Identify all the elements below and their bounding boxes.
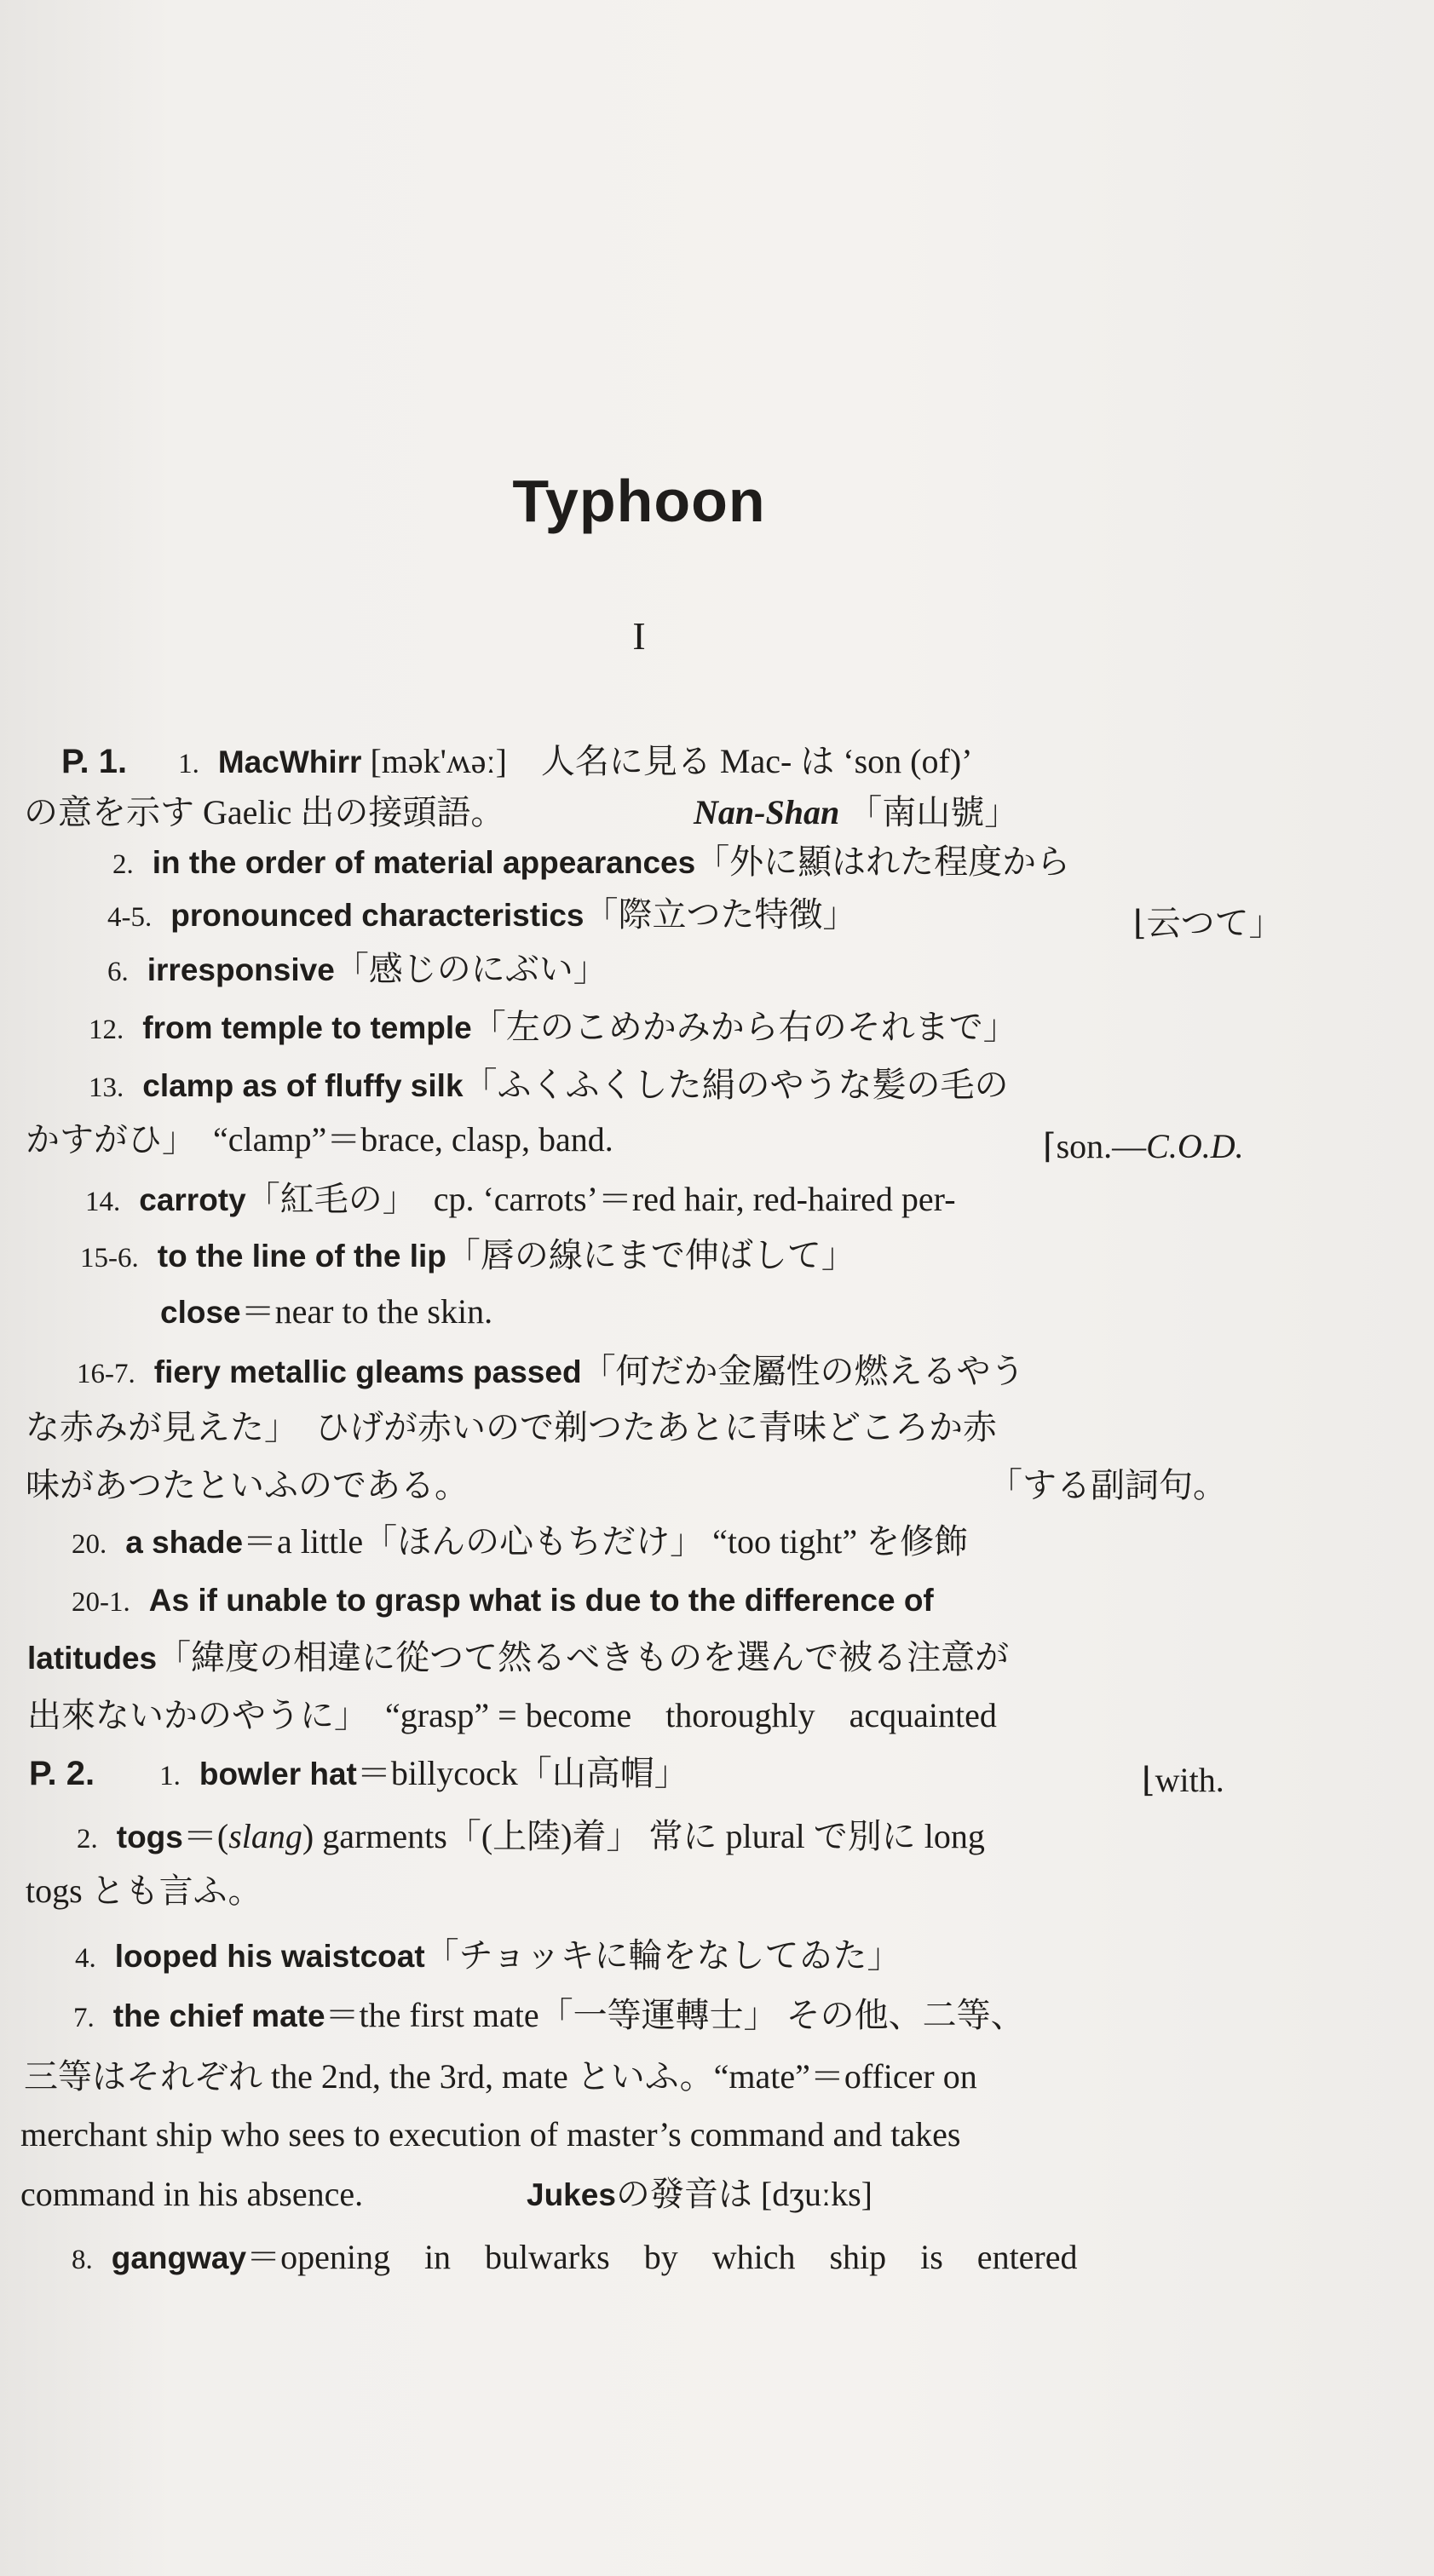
note-line — [1043, 1127, 1244, 1165]
note-line — [107, 895, 857, 934]
gloss: 「左のこめかみから右のそれまで」 — [471, 1008, 1017, 1046]
gloss: 「南山號」 — [848, 793, 1019, 831]
note-line — [77, 1817, 985, 1855]
line-number: 6. — [107, 957, 129, 987]
note-line — [20, 2115, 961, 2153]
note-line — [694, 793, 1019, 831]
term: clamp as of fluffy silk — [142, 1068, 464, 1103]
note-line — [20, 2177, 363, 2211]
term: togs — [116, 1820, 183, 1854]
note-line — [72, 1583, 934, 1617]
page-reference: P. 1. — [61, 743, 128, 780]
note-line — [75, 1936, 901, 1975]
gloss: ＝the first mate「一等運轉士」 その他、二等、 — [325, 1996, 1025, 2034]
page-title: Typhoon — [512, 468, 766, 534]
gloss: ＝( — [182, 1817, 229, 1855]
term: irresponsive — [147, 952, 335, 987]
gloss: 三等はそれぞれ the 2nd, the 3rd, mate といふ。“mate”＝officer on — [24, 2057, 977, 2096]
term: in the order of material appearances — [152, 845, 696, 880]
line-number: 13. — [89, 1072, 124, 1103]
line-number: 2. — [112, 849, 134, 880]
term: Nan-Shan — [694, 793, 840, 831]
term: bowler hat — [199, 1757, 357, 1791]
note-line — [29, 1754, 688, 1792]
note-line — [85, 1182, 956, 1216]
term: As if unable to grasp what is due to the difference of — [148, 1583, 934, 1618]
term: looped his waistcoat — [114, 1939, 425, 1974]
gloss: ⌊with. — [1142, 1761, 1224, 1799]
gloss: command in his absence. — [20, 2175, 364, 2213]
term: the chief mate — [112, 1998, 325, 2033]
term: a shade — [125, 1525, 244, 1560]
gloss: merchant ship who sees to execution of master’s command and takes — [20, 2115, 961, 2153]
note-line — [27, 1696, 997, 1734]
gloss: ) garments「(上陸)着」 常に plural で別に long — [302, 1817, 985, 1855]
line-number: 16-7. — [77, 1359, 135, 1389]
line-number: 15-6. — [80, 1243, 139, 1274]
gloss: ＝near to the skin. — [240, 1292, 493, 1331]
note-line — [89, 1068, 1009, 1102]
note-line — [24, 793, 505, 831]
note-line — [72, 2240, 1078, 2274]
line-number: 4-5. — [107, 902, 153, 933]
gloss: 「紅毛の」 cp. ‘carrots’＝red hair, red-haired per- — [245, 1180, 956, 1218]
term: carroty — [139, 1182, 246, 1217]
gloss: 「する副詞句。 — [988, 1466, 1227, 1504]
note-line — [26, 1466, 469, 1504]
line-number: 14. — [85, 1187, 121, 1217]
term: to the line of the lip — [157, 1239, 446, 1274]
note-line — [26, 1874, 262, 1908]
note-line — [77, 1354, 1025, 1389]
note-line — [24, 2057, 977, 2096]
gloss: 「唇の線にまで伸ばして」 — [446, 1236, 855, 1274]
term: from temple to temple — [142, 1010, 472, 1045]
note-line — [89, 1010, 1017, 1044]
register-label: slang — [228, 1817, 302, 1855]
line-number: 2. — [77, 1824, 98, 1854]
gloss: 「ふくふくした絹のやうな髪の毛の — [463, 1066, 1009, 1104]
note-line — [1133, 906, 1283, 940]
note-line — [988, 1466, 1227, 1504]
gloss: 「際立つた特徴」 — [584, 895, 857, 934]
term: Jukes — [527, 2177, 616, 2212]
line-number: 1. — [178, 749, 199, 779]
term: close — [160, 1295, 241, 1330]
note-line — [1142, 1763, 1224, 1797]
line-number: 4. — [75, 1943, 96, 1974]
line-number: 20. — [72, 1529, 107, 1560]
line-number: 12. — [89, 1015, 124, 1045]
page-reference: P. 2. — [29, 1755, 95, 1792]
gloss: 「感じのにぶい」 — [334, 950, 608, 988]
note-line — [160, 1292, 493, 1331]
term: pronounced characteristics — [170, 898, 585, 933]
note-line — [527, 2177, 872, 2211]
note-line — [80, 1236, 855, 1274]
note-line — [72, 1522, 969, 1561]
line-number: 8. — [72, 2245, 93, 2275]
source-abbreviation: C.O.D. — [1146, 1127, 1244, 1165]
note-line — [61, 742, 973, 780]
note-line — [112, 842, 1071, 881]
term: MacWhirr — [217, 745, 362, 779]
gloss: の意を示す Gaelic 出の接頭語。 — [24, 793, 505, 831]
gloss: ＝opening in bulwarks by which ship is entered — [246, 2238, 1078, 2276]
line-number: 7. — [73, 2003, 95, 2033]
gloss: 「緯度の相違に從つて然るべきものを選んで被る注意が — [157, 1638, 1010, 1676]
line-number: 1. — [159, 1761, 181, 1791]
note-line — [26, 1408, 997, 1446]
gloss: 「外に顯はれた程度から — [695, 842, 1071, 881]
chapter-number: I — [632, 614, 646, 658]
gloss: 出來ないかのやうに」 “grasp” = become thoroughly acquainted — [27, 1696, 997, 1734]
gloss: [mək'ʍəː] 人名に見る Mac- は ‘son (of)’ — [370, 742, 973, 780]
gloss: な赤みが見えた」 ひげが赤いので剃つたあとに青味どころか赤 — [26, 1408, 997, 1446]
term: latitudes — [27, 1641, 158, 1676]
gloss: 「何だか金屬性の燃えるやう — [581, 1352, 1025, 1390]
term: gangway — [111, 2240, 247, 2275]
note-line — [27, 1638, 1010, 1676]
gloss: ＝a little「ほんの心もちだけ」 “too tight” を修飾 — [243, 1522, 969, 1561]
term: fiery metallic gleams passed — [153, 1354, 582, 1389]
gloss: の發音は [dʒuːks] — [615, 2175, 872, 2213]
gloss: ⌊云つて」 — [1133, 904, 1283, 942]
gloss: ＝billycock「山高帽」 — [356, 1754, 688, 1792]
gloss: togs とも言ふ。 — [26, 1872, 262, 1910]
note-line — [26, 1120, 613, 1159]
gloss: ⌈son.— — [1043, 1127, 1147, 1165]
note-line — [107, 952, 608, 986]
note-line — [73, 1998, 1025, 2033]
gloss: かすがひ」 “clamp”＝brace, clasp, band. — [26, 1120, 613, 1159]
gloss: 味があつたといふのである。 — [26, 1466, 469, 1504]
gloss: 「チョッキに輪をなしてゐた」 — [424, 1936, 901, 1975]
line-number: 20-1. — [72, 1587, 130, 1618]
